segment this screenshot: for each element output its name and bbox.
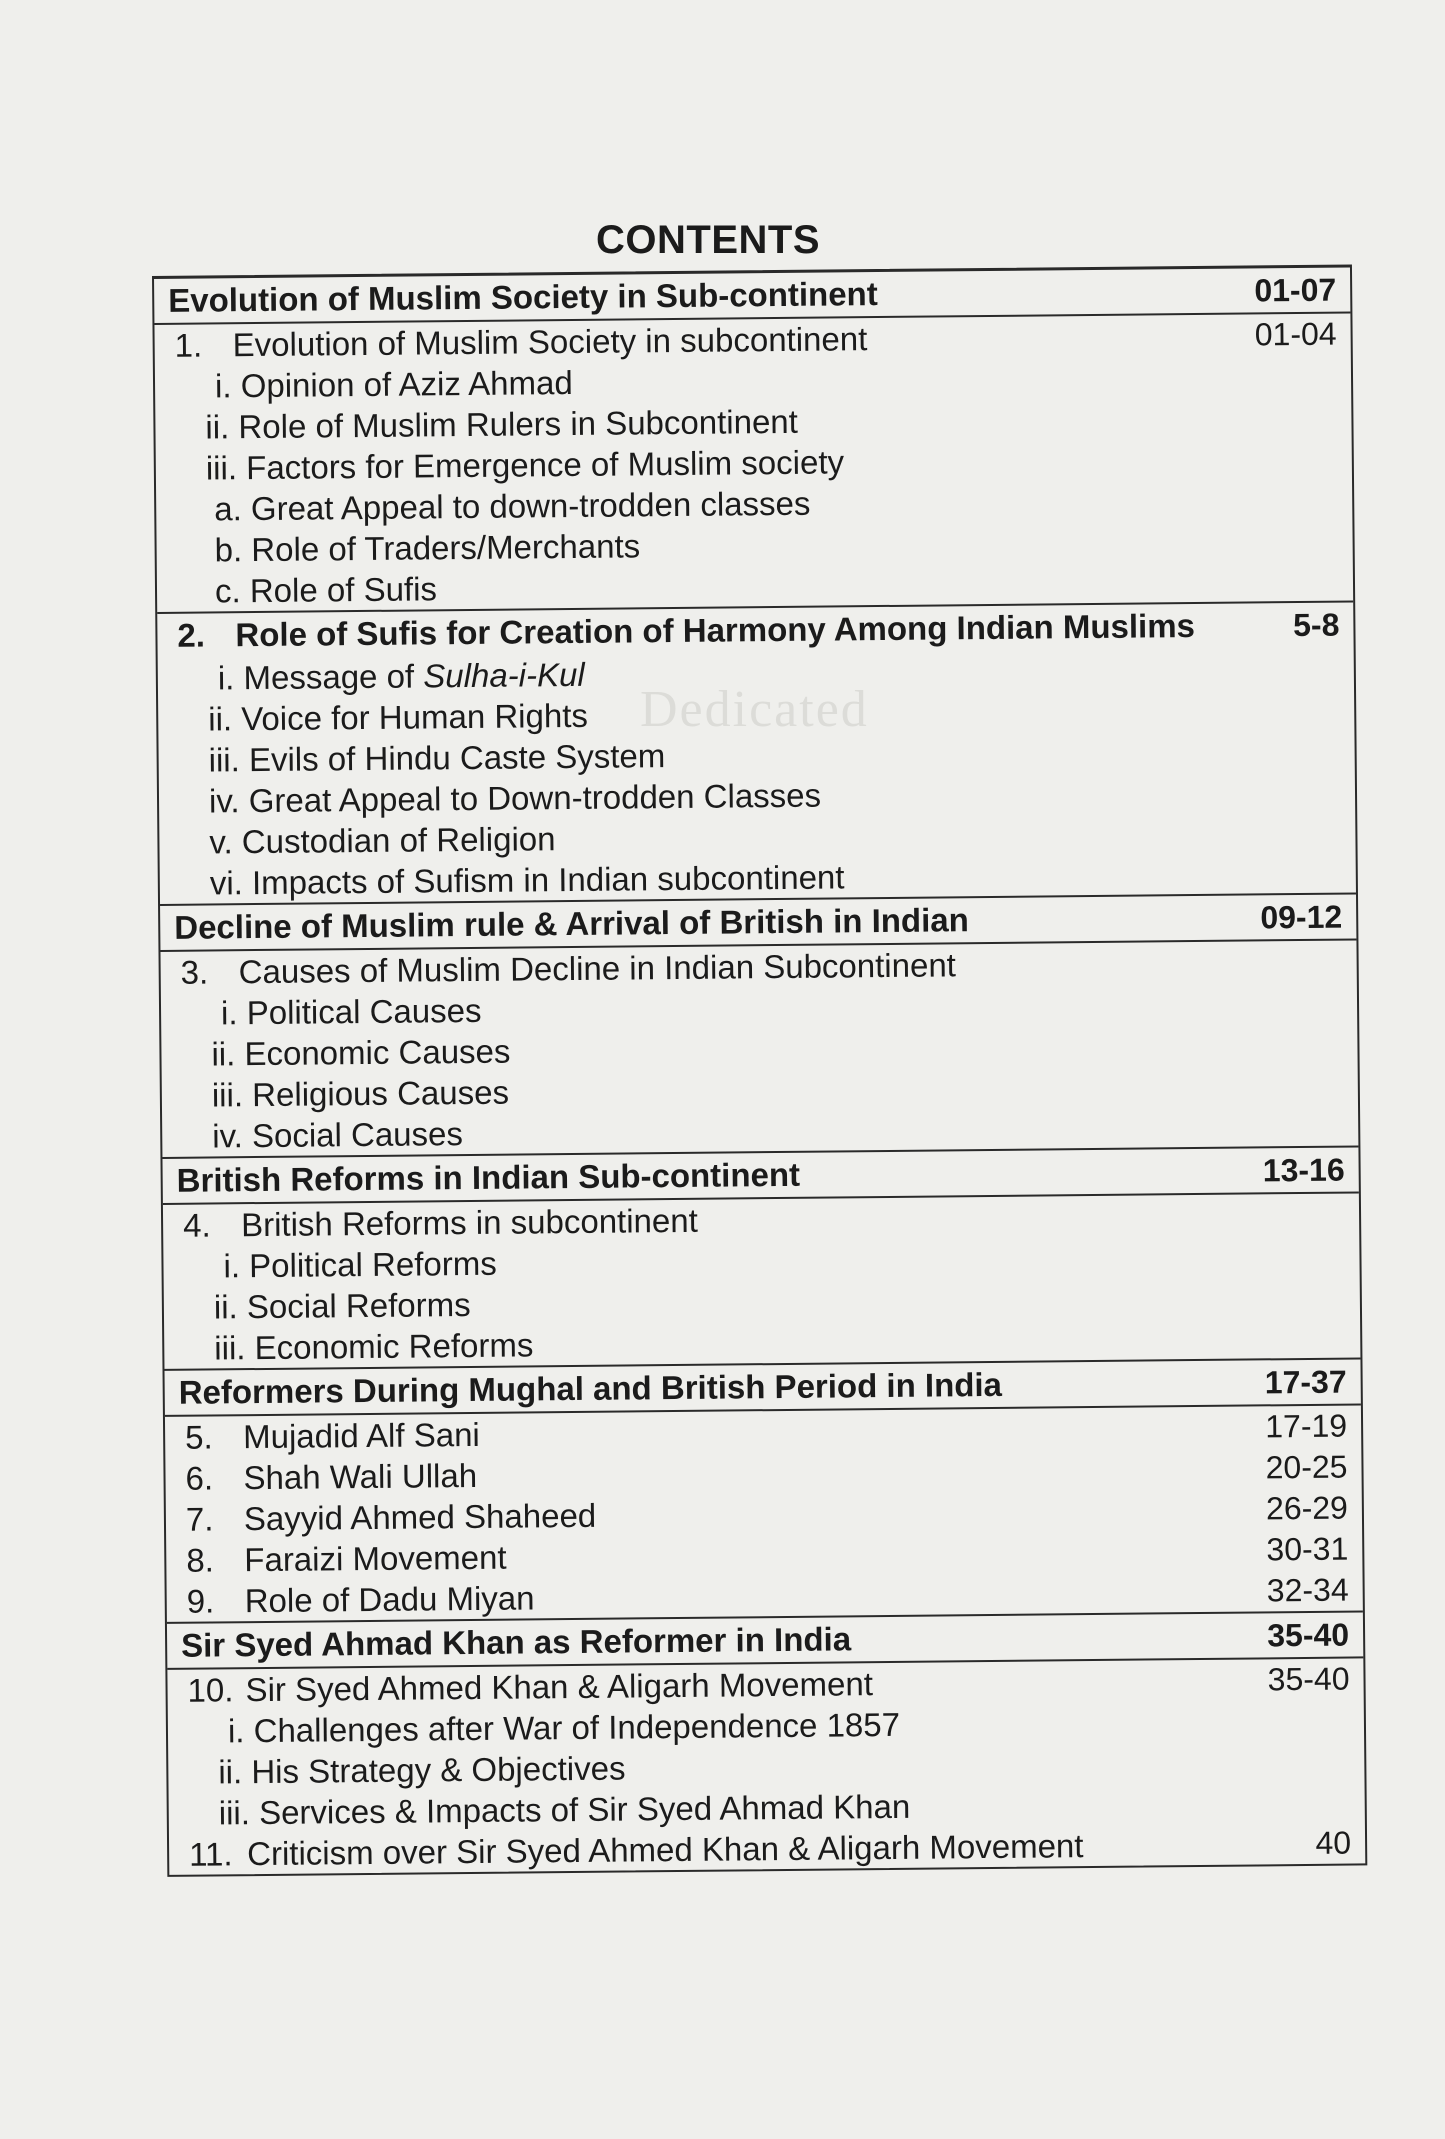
subtopic-item: i. Opinion of Aziz Ahmad bbox=[214, 363, 573, 405]
chapter-pages: 5-8 bbox=[1292, 606, 1340, 643]
chapter-pages: 40 bbox=[1315, 1824, 1352, 1861]
subtopic-item: i. Message of Sulha-i-Kul bbox=[217, 655, 585, 697]
section-pages: 35-40 bbox=[1267, 1616, 1350, 1653]
chapter-number: 4. bbox=[182, 1205, 211, 1244]
chapter-title: Faraizi Movement bbox=[244, 1538, 507, 1578]
chapter-pages: 17-19 bbox=[1265, 1407, 1348, 1445]
section-title: Sir Syed Ahmad Khan as Reformer in India bbox=[180, 1620, 852, 1664]
toc-section bbox=[157, 602, 1356, 905]
chapter-title: Sir Syed Ahmed Khan & Aligarh Movement bbox=[245, 1664, 874, 1708]
subtopic-item: ii. His Strategy & Objectives bbox=[218, 1749, 626, 1791]
subtopic-item: i. Challenges after War of Independence 1857 bbox=[227, 1705, 901, 1750]
toc-section bbox=[160, 894, 1358, 1158]
chapter-number: 8. bbox=[186, 1540, 215, 1579]
chapter-entry bbox=[185, 1456, 477, 1497]
subtopic-item: i. Political Causes bbox=[220, 991, 482, 1032]
chapter-entry bbox=[185, 1415, 480, 1456]
subtopic-item: iv. Great Appeal to Down-trodden Classes bbox=[208, 776, 822, 820]
subtopic-item: i. Political Reforms bbox=[223, 1244, 497, 1285]
subtopic-item: b. Role of Traders/Merchants bbox=[214, 527, 641, 569]
chapter-number: 9. bbox=[186, 1581, 215, 1620]
chapter-entry bbox=[181, 946, 957, 991]
contents-table bbox=[152, 264, 1367, 1876]
faint-watermark: Dedicated bbox=[640, 681, 869, 738]
subtopic-item: v. Custodian of Religion bbox=[209, 820, 556, 861]
subtopic-item: a. Great Appeal to down-trodden classes bbox=[214, 484, 811, 528]
toc-section bbox=[162, 1147, 1360, 1370]
section-title: Evolution of Muslim Society in Sub-continent bbox=[168, 275, 878, 319]
chapter-entry bbox=[174, 320, 867, 365]
chapter-pages: 20-25 bbox=[1265, 1448, 1348, 1486]
chapter-number: 7. bbox=[185, 1499, 214, 1538]
chapter-entry bbox=[186, 1538, 507, 1579]
subtopic-item: iii. Evils of Hindu Caste System bbox=[208, 737, 666, 779]
chapter-pages: 35-40 bbox=[1267, 1660, 1350, 1698]
chapter-title: Causes of Muslim Decline in Indian Subcontinent bbox=[238, 945, 957, 990]
chapter-title: Sayyid Ahmed Shaheed bbox=[243, 1496, 597, 1537]
subtopic-item: iii. Religious Causes bbox=[211, 1073, 510, 1114]
chapter-number: 1. bbox=[174, 326, 203, 364]
subtopic-item: iii. Services & Impacts of Sir Syed Ahmad Khan bbox=[218, 1787, 911, 1832]
chapter-entry bbox=[189, 1827, 1084, 1874]
chapter-title: Role of Sufis for Creation of Harmony Among Indian Muslims bbox=[235, 607, 1196, 654]
subtopic-item: iii. Factors for Emergence of Muslim society bbox=[205, 443, 845, 487]
chapter-pages: 32-34 bbox=[1266, 1571, 1349, 1609]
chapter-title: Evolution of Muslim Society in subcontinent bbox=[232, 319, 868, 363]
toc-section bbox=[167, 1612, 1365, 1874]
contents-heading: CONTENTS bbox=[596, 218, 820, 262]
section-pages: 13-16 bbox=[1262, 1151, 1345, 1188]
chapter-title: Criticism over Sir Syed Ahmed Khan & Aligarh Movement bbox=[246, 1826, 1084, 1872]
chapter-title: British Reforms in subcontinent bbox=[240, 1201, 698, 1243]
chapter-number: 5. bbox=[184, 1417, 213, 1456]
subtopic-item: iv. Social Causes bbox=[212, 1115, 464, 1155]
chapter-entry bbox=[187, 1579, 535, 1620]
chapter-number: 11. bbox=[188, 1834, 233, 1873]
chapter-entry bbox=[186, 1496, 597, 1538]
chapter-pages: 30-31 bbox=[1266, 1530, 1349, 1568]
chapter-title: Shah Wali Ullah bbox=[243, 1456, 478, 1496]
chapter-entry bbox=[187, 1665, 873, 1710]
subtopic-item: ii. Social Reforms bbox=[213, 1285, 471, 1326]
section-pages: 01-07 bbox=[1254, 271, 1337, 308]
chapter-number: 3. bbox=[180, 952, 209, 991]
subtopic-item: ii. Role of Muslim Rulers in Subcontinent bbox=[205, 402, 799, 446]
chapter-title: Mujadid Alf Sani bbox=[242, 1415, 480, 1455]
toc-section bbox=[165, 1359, 1363, 1623]
chapter-entry bbox=[183, 1201, 698, 1244]
toc-section bbox=[154, 268, 1353, 614]
subtopic-item: iii. Economic Reforms bbox=[214, 1326, 534, 1367]
chapter-number: 6. bbox=[185, 1458, 214, 1497]
italic-term: Sulha-i-Kul bbox=[423, 655, 585, 695]
subtopic-item: vi. Impacts of Sufism in Indian subcontinent bbox=[209, 858, 845, 902]
section-pages: 17-37 bbox=[1264, 1363, 1347, 1400]
chapter-entry bbox=[177, 607, 1195, 655]
chapter-number: 10. bbox=[187, 1670, 234, 1709]
chapter-title: Role of Dadu Miyan bbox=[244, 1578, 535, 1619]
section-title: Decline of Muslim rule & Arrival of British in Indian bbox=[174, 901, 969, 946]
section-title: Reformers During Mughal and British Period in India bbox=[178, 1365, 1003, 1411]
chapter-pages: 01-04 bbox=[1254, 315, 1337, 353]
chapter-number: 2. bbox=[177, 616, 206, 654]
subtopic-item: c. Role of Sufis bbox=[214, 570, 438, 610]
subtopic-item: ii. Voice for Human Rights bbox=[208, 696, 589, 738]
subtopic-item: ii. Economic Causes bbox=[211, 1032, 511, 1073]
chapter-pages: 26-29 bbox=[1265, 1489, 1349, 1527]
section-title: British Reforms in Indian Sub-continent bbox=[176, 1155, 801, 1199]
section-pages: 09-12 bbox=[1260, 898, 1343, 935]
